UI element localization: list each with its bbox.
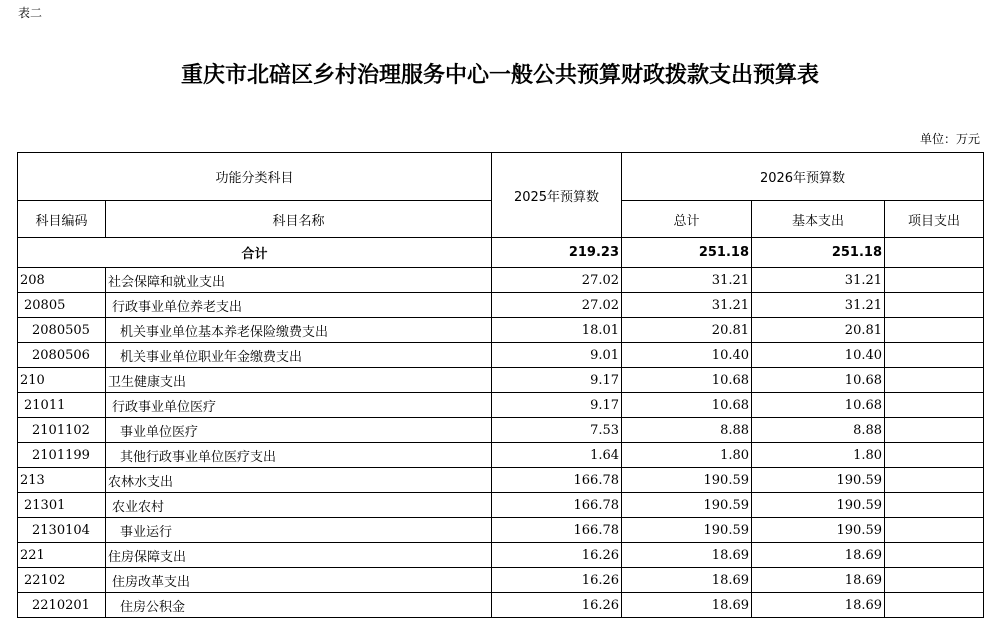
row-2025: 9.17 (492, 393, 622, 418)
row-2026-project (885, 418, 984, 443)
row-2026-basic: 31.21 (752, 293, 885, 318)
table-row (18, 293, 984, 318)
table-row (18, 318, 984, 343)
row-2025: 16.26 (492, 543, 622, 568)
table-row (18, 268, 984, 293)
row-code: 2080505 (18, 318, 106, 343)
row-name: 机关事业单位基本养老保险缴费支出 (106, 318, 492, 343)
row-2025: 27.02 (492, 268, 622, 293)
row-name: 机关事业单位职业年金缴费支出 (106, 343, 492, 368)
row-2026-basic: 190.59 (752, 493, 885, 518)
header-basic: 基本支出 (752, 201, 885, 238)
row-2025: 9.17 (492, 368, 622, 393)
row-2026-project (885, 393, 984, 418)
row-2026-total: 20.81 (622, 318, 752, 343)
row-2026-total: 31.21 (622, 268, 752, 293)
row-code: 21301 (18, 493, 106, 518)
row-name: 行政事业单位医疗 (106, 393, 492, 418)
row-code: 2101199 (18, 443, 106, 468)
row-2026-basic: 10.40 (752, 343, 885, 368)
row-2026-project (885, 293, 984, 318)
total-2026-project (885, 238, 984, 268)
row-2026-total: 10.68 (622, 368, 752, 393)
row-2026-basic: 18.69 (752, 568, 885, 593)
total-label: 合计 (18, 238, 492, 268)
row-2026-project (885, 343, 984, 368)
row-2026-total: 190.59 (622, 518, 752, 543)
row-code: 21011 (18, 393, 106, 418)
table-row (18, 568, 984, 593)
row-2026-project (885, 568, 984, 593)
row-code: 221 (18, 543, 106, 568)
row-code: 2130104 (18, 518, 106, 543)
row-2026-total: 18.69 (622, 593, 752, 618)
total-row (18, 238, 984, 268)
row-2026-basic: 18.69 (752, 543, 885, 568)
row-2026-project (885, 443, 984, 468)
header-budget-2026: 2026年预算数 (622, 153, 984, 201)
row-code: 208 (18, 268, 106, 293)
row-2026-project (885, 518, 984, 543)
header-budget-2025: 2025年预算数 (492, 153, 622, 238)
row-2025: 166.78 (492, 493, 622, 518)
row-name: 卫生健康支出 (106, 368, 492, 393)
budget-table (17, 152, 984, 618)
table-row (18, 343, 984, 368)
row-2026-project (885, 493, 984, 518)
table-row (18, 543, 984, 568)
row-2025: 16.26 (492, 593, 622, 618)
row-2026-total: 1.80 (622, 443, 752, 468)
header-total: 总计 (622, 201, 752, 238)
row-code: 22102 (18, 568, 106, 593)
table-tag: 表二 (18, 6, 43, 20)
row-2026-basic: 190.59 (752, 468, 885, 493)
table-row (18, 518, 984, 543)
row-2026-total: 18.69 (622, 543, 752, 568)
header-functional-category: 功能分类科目 (18, 153, 492, 201)
table-row (18, 593, 984, 618)
table-row (18, 393, 984, 418)
total-2025: 219.23 (492, 238, 622, 268)
row-2026-project (885, 268, 984, 293)
row-2026-basic: 20.81 (752, 318, 885, 343)
row-name: 行政事业单位养老支出 (106, 293, 492, 318)
row-2026-project (885, 318, 984, 343)
row-code: 2080506 (18, 343, 106, 368)
row-code: 2101102 (18, 418, 106, 443)
row-2026-project (885, 368, 984, 393)
page-title: 重庆市北碚区乡村治理服务中心一般公共预算财政拨款支出预算表 (180, 62, 819, 88)
table-row (18, 418, 984, 443)
row-2025: 27.02 (492, 293, 622, 318)
row-name: 住房改革支出 (106, 568, 492, 593)
table-row (18, 493, 984, 518)
table-row (18, 368, 984, 393)
row-2025: 1.64 (492, 443, 622, 468)
row-2025: 7.53 (492, 418, 622, 443)
row-2025: 18.01 (492, 318, 622, 343)
row-name: 其他行政事业单位医疗支出 (106, 443, 492, 468)
row-2026-total: 190.59 (622, 468, 752, 493)
row-2025: 16.26 (492, 568, 622, 593)
row-2026-basic: 1.80 (752, 443, 885, 468)
row-2026-total: 190.59 (622, 493, 752, 518)
row-name: 事业运行 (106, 518, 492, 543)
row-2026-basic: 18.69 (752, 593, 885, 618)
row-2026-total: 8.88 (622, 418, 752, 443)
row-2026-project (885, 468, 984, 493)
row-name: 事业单位医疗 (106, 418, 492, 443)
row-name: 农林水支出 (106, 468, 492, 493)
row-2026-total: 10.40 (622, 343, 752, 368)
header-row-1 (18, 153, 984, 201)
row-2026-total: 18.69 (622, 568, 752, 593)
row-name: 社会保障和就业支出 (106, 268, 492, 293)
row-2025: 166.78 (492, 468, 622, 493)
row-code: 213 (18, 468, 106, 493)
row-2026-basic: 8.88 (752, 418, 885, 443)
total-2026-total: 251.18 (622, 238, 752, 268)
row-2025: 166.78 (492, 518, 622, 543)
row-2025: 9.01 (492, 343, 622, 368)
row-2026-basic: 190.59 (752, 518, 885, 543)
row-2026-project (885, 593, 984, 618)
row-name: 住房公积金 (106, 593, 492, 618)
header-project: 项目支出 (885, 201, 984, 238)
row-2026-total: 31.21 (622, 293, 752, 318)
row-code: 20805 (18, 293, 106, 318)
unit-label: 单位：万元 (919, 132, 980, 146)
row-2026-basic: 31.21 (752, 268, 885, 293)
row-name: 农业农村 (106, 493, 492, 518)
row-2026-basic: 10.68 (752, 368, 885, 393)
total-2026-basic: 251.18 (752, 238, 885, 268)
row-code: 210 (18, 368, 106, 393)
row-2026-project (885, 543, 984, 568)
header-name: 科目名称 (106, 201, 492, 238)
table-row (18, 443, 984, 468)
row-code: 2210201 (18, 593, 106, 618)
row-2026-total: 10.68 (622, 393, 752, 418)
header-code: 科目编码 (18, 201, 106, 238)
row-2026-basic: 10.68 (752, 393, 885, 418)
row-name: 住房保障支出 (106, 543, 492, 568)
table-row (18, 468, 984, 493)
